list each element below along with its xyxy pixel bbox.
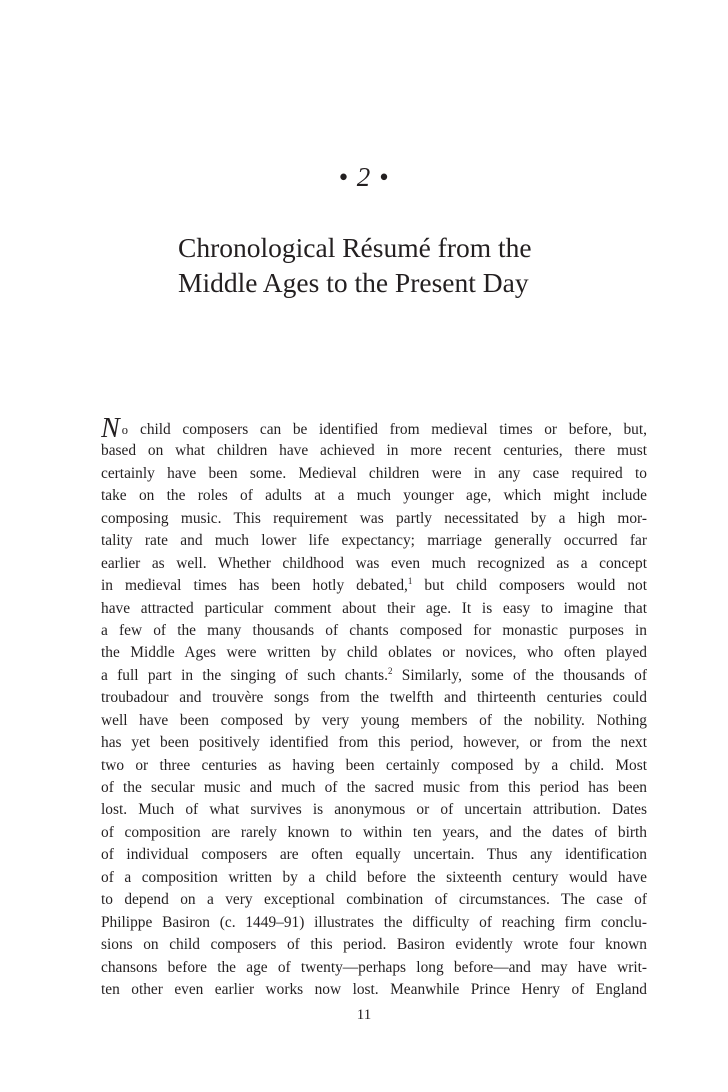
line-12-rest: Similarly, some of the thousands of bbox=[392, 666, 647, 684]
text-line-24: sions on child composers of this period. Basiron evidently wrote four known bbox=[101, 936, 647, 954]
chapter-number: • 2 • bbox=[338, 162, 390, 192]
text-line-2: based on what children have achieved in more recent centuries, there must bbox=[101, 442, 647, 460]
text-line-6: tality rate and much lower life expectancy; marriage generally occurred far bbox=[101, 532, 647, 550]
text-line-9: have attracted particular comment about their age. It is easy to imagine that bbox=[101, 599, 647, 617]
first-word-rest: o bbox=[121, 423, 129, 437]
text-line-26: ten other even earlier works now lost. Meanwhile Prince Henry of England bbox=[101, 980, 647, 998]
text-line-18: lost. Much of what survives is anonymous or of uncertain attribution. Dates bbox=[101, 801, 647, 819]
text-line-19: of composition are rarely known to within ten years, and the dates of birth bbox=[101, 823, 647, 841]
line-12-text: a full part in the singing of such chants. bbox=[101, 666, 388, 684]
text-line-22: to depend on a very exceptional combination of circumstances. The case of bbox=[101, 891, 647, 909]
footnote-ref-2[interactable]: 2 bbox=[387, 665, 393, 676]
footnote-ref-1[interactable]: 1 bbox=[407, 576, 413, 587]
text-line-20: of individual composers are often equally uncertain. Thus any identification bbox=[101, 846, 647, 864]
chapter-title-line-1: Chronological Résumé from the bbox=[178, 232, 532, 263]
text-line-25: chansons before the age of twenty—perhaps long before—and may have writ- bbox=[101, 958, 647, 976]
text-line-7: earlier as well. Whether childhood was even much recognized as a concept bbox=[101, 554, 647, 572]
line-1-text: child composers can be identified from medieval times or before, but, bbox=[128, 421, 647, 438]
text-line-1 bbox=[101, 418, 647, 440]
text-line-17: of the secular music and much of the sacred music from this period has been bbox=[101, 779, 647, 796]
text-line-23: Philippe Basiron (c. 1449–91) illustrates the difficulty of reaching firm conclu- bbox=[101, 913, 647, 931]
text-line-4: take on the roles of adults at a much younger age, which might include bbox=[101, 487, 647, 505]
page-number: 11 bbox=[356, 1007, 372, 1023]
text-line-21: of a composition written by a child before the sixteenth century would have bbox=[101, 868, 647, 886]
drop-cap: N bbox=[101, 418, 120, 441]
text-line-15: has yet been positively identified from this period, however, or from the next bbox=[101, 734, 647, 752]
text-line-5: composing music. This requirement was partly necessitated by a high mor- bbox=[101, 509, 647, 527]
text-line-12 bbox=[101, 665, 647, 687]
line-8-rest: but child composers would not bbox=[412, 577, 647, 595]
line-8-text: in medieval times has been hotly debated, bbox=[101, 577, 408, 595]
text-line-14: well have been composed by very young members of the nobility. Nothing bbox=[101, 711, 647, 729]
text-line-13: troubadour and trouvère songs from the twelfth and thirteenth centuries could bbox=[101, 689, 647, 707]
text-line-8 bbox=[101, 575, 647, 597]
text-line-10: a few of the many thousands of chants composed for monastic purposes in bbox=[101, 621, 647, 639]
text-line-11: the Middle Ages were written by child oblates or novices, who often played bbox=[101, 644, 647, 662]
chapter-title bbox=[178, 230, 648, 300]
text-line-16: two or three centuries as having been certainly composed by a child. Most bbox=[101, 756, 647, 774]
text-line-3: certainly have been some. Medieval children were in any case required to bbox=[101, 464, 647, 482]
chapter-title-line-2: Middle Ages to the Present Day bbox=[178, 267, 529, 298]
body-text bbox=[101, 418, 647, 1001]
